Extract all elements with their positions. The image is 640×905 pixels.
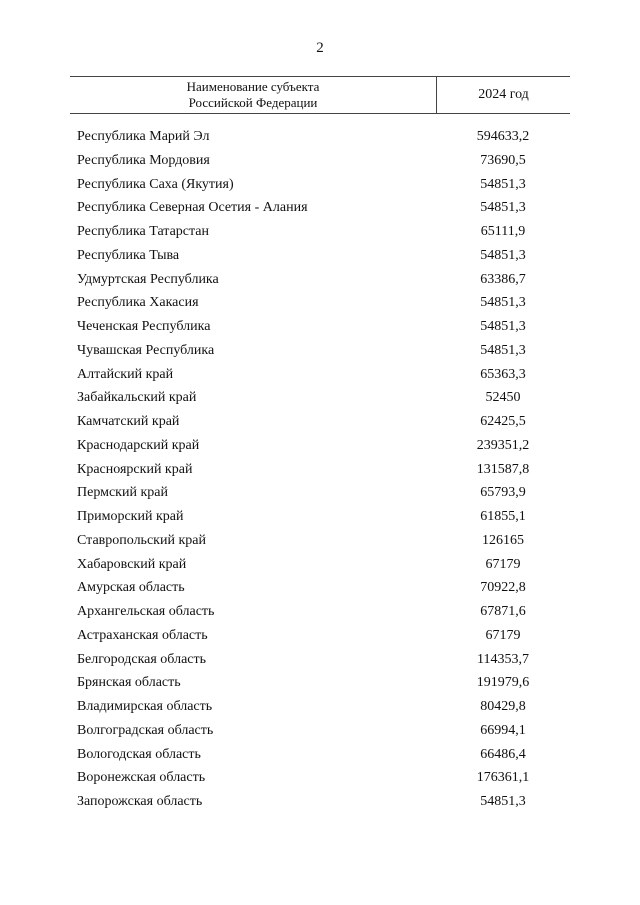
region-value: 63386,7 (480, 271, 526, 287)
table-row (0, 175, 640, 199)
region-name: Республика Татарстан (77, 224, 210, 239)
table-row (0, 246, 640, 270)
column-header-year: 2024 год (478, 87, 529, 102)
table-row (0, 745, 640, 769)
region-name: Архангельская область (77, 604, 215, 619)
region-value: 67179 (485, 556, 521, 572)
region-name: Республика Мордовия (77, 152, 210, 168)
region-name: Республика Тыва (77, 247, 180, 263)
table-row (0, 365, 640, 389)
table-row (0, 127, 640, 151)
table-row (0, 507, 640, 531)
region-value: 65793,9 (480, 485, 526, 501)
table-row (0, 436, 640, 460)
region-name: Амурская область (77, 580, 185, 596)
region-name: Краснодарский край (77, 437, 200, 453)
region-value: 126165 (482, 532, 524, 548)
region-value: 54851,3 (480, 295, 526, 311)
table-row (0, 768, 640, 792)
table-row (0, 483, 640, 507)
table-row (0, 341, 640, 365)
region-name: Запорожская область (77, 794, 203, 809)
region-name: Воронежская область (77, 770, 206, 786)
table-row (0, 388, 640, 412)
region-name: Вологодская область (77, 746, 201, 762)
region-value: 61855,1 (480, 509, 526, 524)
table-body (0, 127, 640, 816)
region-name: Алтайский край (77, 366, 174, 382)
region-value: 80429,8 (480, 699, 526, 714)
region-name: Красноярский край (77, 461, 193, 477)
region-name: Астраханская область (77, 627, 208, 643)
region-name: Республика Марий Эл (77, 129, 210, 144)
region-name: Владимирская область (77, 699, 213, 714)
region-value: 54851,3 (480, 319, 526, 334)
table-row (0, 198, 640, 222)
region-name: Пермский край (77, 485, 168, 501)
table-row (0, 412, 640, 436)
table-row (0, 293, 640, 317)
region-value: 65111,9 (480, 224, 526, 239)
table-row (0, 650, 640, 674)
region-value: 191979,6 (476, 675, 530, 691)
region-value: 73690,5 (480, 152, 526, 168)
region-name: Ставропольский край (77, 532, 206, 548)
table-row (0, 578, 640, 602)
table-row (0, 626, 640, 650)
region-value: 594633,2 (476, 129, 530, 144)
region-value: 114353,7 (477, 651, 529, 667)
column-header-region (70, 77, 436, 113)
table-row (0, 673, 640, 697)
region-name: Удмуртская Республика (77, 271, 219, 287)
region-value: 54851,3 (480, 247, 526, 263)
region-name: Чеченская Республика (77, 319, 211, 334)
region-value: 176361,1 (476, 770, 530, 786)
region-value: 52450 (485, 390, 521, 406)
region-value: 54851,3 (480, 342, 526, 358)
table-row (0, 555, 640, 579)
region-value: 70922,8 (480, 580, 526, 596)
region-name: Хабаровский край (77, 556, 187, 572)
region-name: Республика Северная Осетия - Алания (77, 200, 308, 216)
region-value: 54851,3 (480, 200, 526, 216)
table-row (0, 270, 640, 294)
region-name: Чувашская Республика (77, 342, 215, 358)
table-row (0, 317, 640, 341)
region-value: 131587,8 (476, 461, 530, 477)
region-name: Камчатский край (77, 414, 180, 429)
region-name: Белгородская область (77, 651, 207, 667)
page-number: 2 (316, 40, 324, 56)
table-header (70, 76, 570, 114)
region-name: Волгоградская область (77, 722, 214, 738)
region-value: 67871,6 (480, 604, 526, 619)
region-value: 54851,3 (480, 176, 526, 192)
table-row (0, 531, 640, 555)
column-header-region-label: Наименование субъекта Российской Федерации (186, 79, 320, 110)
table-row (0, 792, 640, 816)
region-name: Брянская область (77, 675, 181, 691)
region-value: 66994,1 (480, 722, 526, 738)
region-value: 66486,4 (480, 746, 526, 762)
table-row (0, 602, 640, 626)
table-row (0, 151, 640, 175)
region-value: 239351,2 (476, 437, 530, 453)
region-value: 65363,3 (480, 366, 526, 382)
table-row (0, 222, 640, 246)
table-row (0, 721, 640, 745)
region-name: Приморский край (77, 509, 184, 524)
region-value: 54851,3 (480, 794, 526, 809)
region-value: 67179 (485, 627, 521, 643)
region-name: Забайкальский край (77, 390, 197, 406)
table-row (0, 697, 640, 721)
table-row (0, 460, 640, 484)
region-value: 62425,5 (480, 414, 526, 429)
region-name: Республика Хакасия (77, 295, 199, 311)
region-name: Республика Саха (Якутия) (77, 176, 234, 192)
